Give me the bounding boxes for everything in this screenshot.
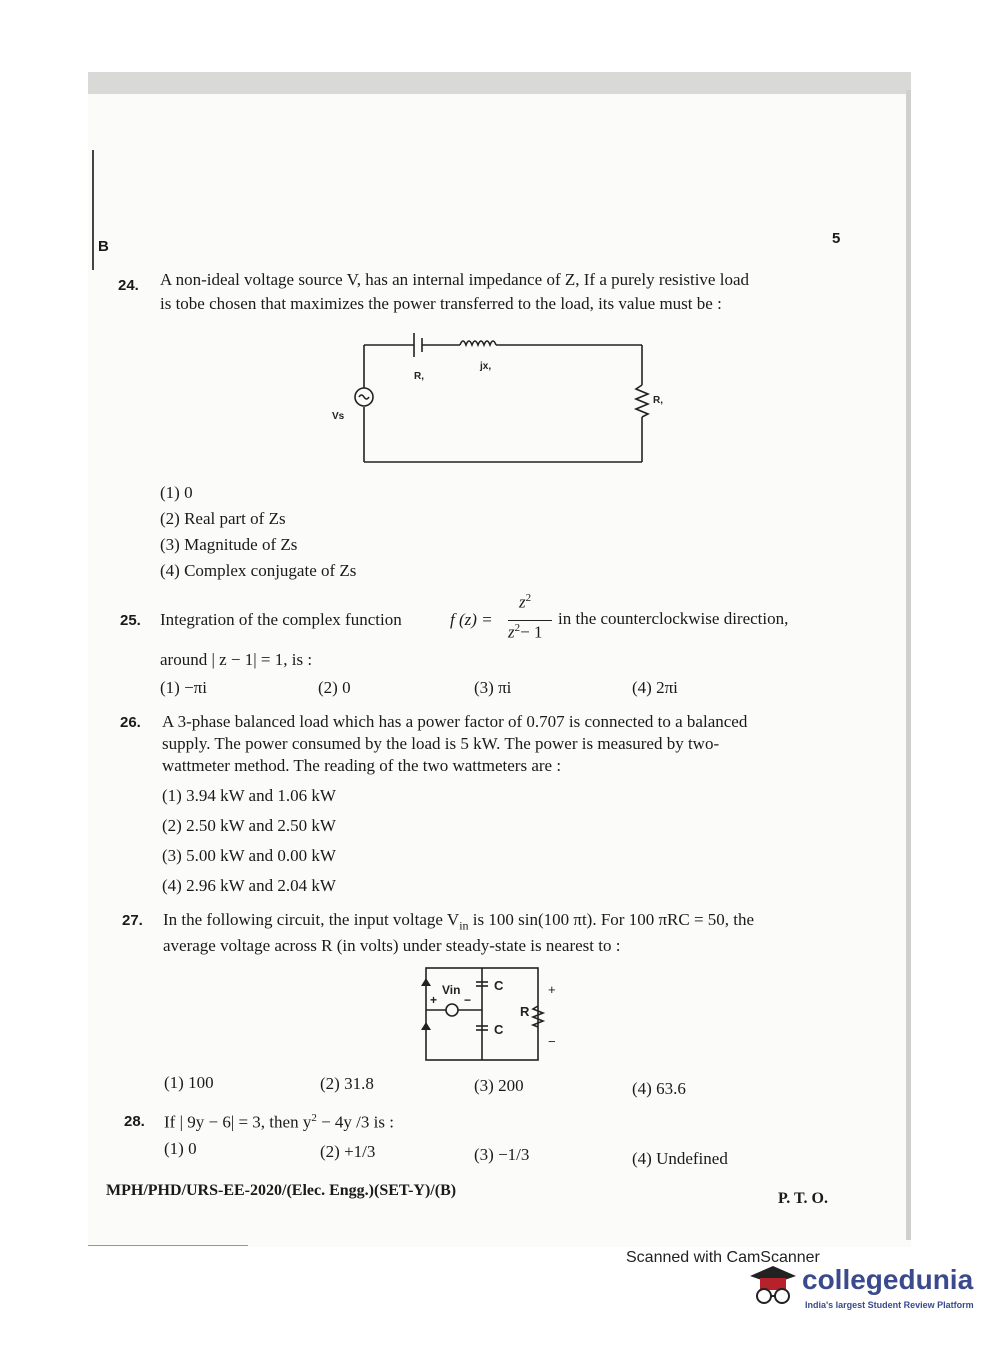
q26-number: 26. — [120, 714, 141, 731]
q27-option-4: (4) 63.6 — [632, 1079, 686, 1098]
q25-option-3: (3) πi — [474, 678, 512, 697]
q28-option-4: (4) Undefined — [632, 1149, 728, 1168]
q27-label-vin: Vin — [442, 983, 461, 997]
q24-line1: A non-ideal voltage source V, has an internal impedance of Z, If a purely resistive load — [160, 270, 749, 289]
collegedunia-logo-icon — [746, 1262, 800, 1308]
q28-option-1: (1) 0 — [164, 1139, 197, 1158]
q24-option-4: (4) Complex conjugate of Zs — [160, 561, 357, 580]
q24-option-3: (3) Magnitude of Zs — [160, 535, 298, 554]
q28-line1 — [164, 1112, 394, 1133]
q25-fraction-denominator — [508, 622, 542, 643]
q26-option-3: (3) 5.00 kW and 0.00 kW — [162, 846, 336, 865]
q28-line1-end: − 4y /3 is : — [316, 1112, 394, 1132]
q26-option-1: (1) 3.94 kW and 1.06 kW — [162, 786, 336, 805]
q26-option-4: (4) 2.96 kW and 2.04 kW — [162, 876, 336, 895]
q26-line3: wattmeter method. The reading of the two wattmeters are : — [162, 756, 562, 775]
q24-circuit-diagram — [330, 325, 670, 470]
q25-lead: Integration of the complex function — [160, 610, 402, 629]
q27-number: 27. — [122, 912, 143, 929]
q25-option-4: (4) 2πi — [632, 678, 678, 697]
q24-line2: is tobe chosen that maximizes the power transferred to the load, its value must be : — [160, 294, 722, 313]
scanner-watermark: Scanned with CamScanner — [626, 1249, 820, 1266]
q28-line1-superscript: 2 — [311, 1112, 317, 1124]
q27-label-minus-in: − — [464, 993, 472, 1007]
q25-line2: around | z − 1| = 1, is : — [160, 650, 313, 669]
q25-denominator-rest: − 1 — [520, 622, 543, 642]
paper-code: MPH/PHD/URS-EE-2020/(Elec. Engg.)(SET-Y)/(B) — [106, 1182, 457, 1199]
q28-line1-start: If | 9y − 6| = 3, then y — [164, 1112, 312, 1132]
q27-diode-bottom-icon — [421, 1022, 431, 1030]
q27-line1-start: In the following circuit, the input voltage V — [163, 910, 460, 929]
q27-label-plus-in: + — [430, 993, 438, 1007]
q25-function: f (z) = — [450, 610, 493, 629]
pto-label: P. T. O. — [778, 1190, 828, 1207]
page-number: 5 — [832, 230, 841, 247]
q28-option-2: (2) +1/3 — [320, 1142, 376, 1161]
q27-option-1: (1) 100 — [164, 1073, 214, 1092]
collegedunia-tagline: India's largest Student Review Platform — [805, 1300, 974, 1310]
q27-label-resistor: R — [520, 1004, 530, 1019]
q25-option-1: (1) −πi — [160, 678, 207, 697]
q27-circuit-diagram — [418, 964, 568, 1064]
q27-option-3: (3) 200 — [474, 1076, 524, 1095]
q24-label-xs: jx, — [480, 361, 492, 372]
q27-line1-subscript: in — [459, 918, 469, 933]
q25-option-2: (2) 0 — [318, 678, 351, 697]
q28-option-3: (3) −1/3 — [474, 1145, 530, 1164]
q25-numerator-base: z — [519, 592, 526, 612]
collegedunia-brand: collegedunia — [802, 1264, 974, 1295]
q24-number: 24. — [118, 277, 139, 294]
set-letter: B — [98, 238, 109, 255]
q27-line1 — [163, 910, 754, 933]
q27-label-plus-out: + — [548, 982, 556, 997]
q25-denominator-exp: 2 — [514, 622, 521, 634]
q25-numerator-exp: 2 — [525, 592, 532, 604]
q25-tail: in the counterclockwise direction, — [558, 609, 789, 628]
q25-fraction-numerator — [519, 592, 531, 613]
q27-diode-top-icon — [421, 978, 431, 986]
q27-label-minus-out: − — [548, 1034, 556, 1049]
q27-label-cap-top: C — [494, 978, 504, 993]
q27-label-cap-bottom: C — [494, 1022, 504, 1037]
scan-left-edge — [92, 150, 94, 270]
q24-label-rs: R, — [414, 371, 424, 382]
q26-line1: A 3-phase balanced load which has a power factor of 0.707 is connected to a balanced — [162, 712, 748, 731]
q24-label-rl: R, — [653, 395, 663, 406]
q27-option-2: (2) 31.8 — [320, 1074, 374, 1093]
q26-option-2: (2) 2.50 kW and 2.50 kW — [162, 816, 336, 835]
q24-option-1: (1) 0 — [160, 483, 193, 502]
scan-top-band — [88, 72, 911, 94]
q26-line2: supply. The power consumed by the load is 5 kW. The power is measured by two- — [162, 734, 720, 753]
q27-line2: average voltage across R (in volts) under steady-state is nearest to : — [163, 936, 621, 955]
q28-number: 28. — [124, 1113, 145, 1130]
q25-number: 25. — [120, 612, 141, 629]
scan-right-edge — [906, 90, 911, 1240]
q25-denominator-base: z — [508, 622, 515, 642]
q25-fraction-bar — [508, 620, 552, 621]
q27-line1-end: is 100 sin(100 πt). For 100 πRC = 50, the — [468, 910, 755, 929]
scan-bottom-line — [88, 1245, 248, 1246]
q24-label-vs: Vs — [332, 411, 345, 422]
q24-option-2: (2) Real part of Zs — [160, 509, 286, 528]
